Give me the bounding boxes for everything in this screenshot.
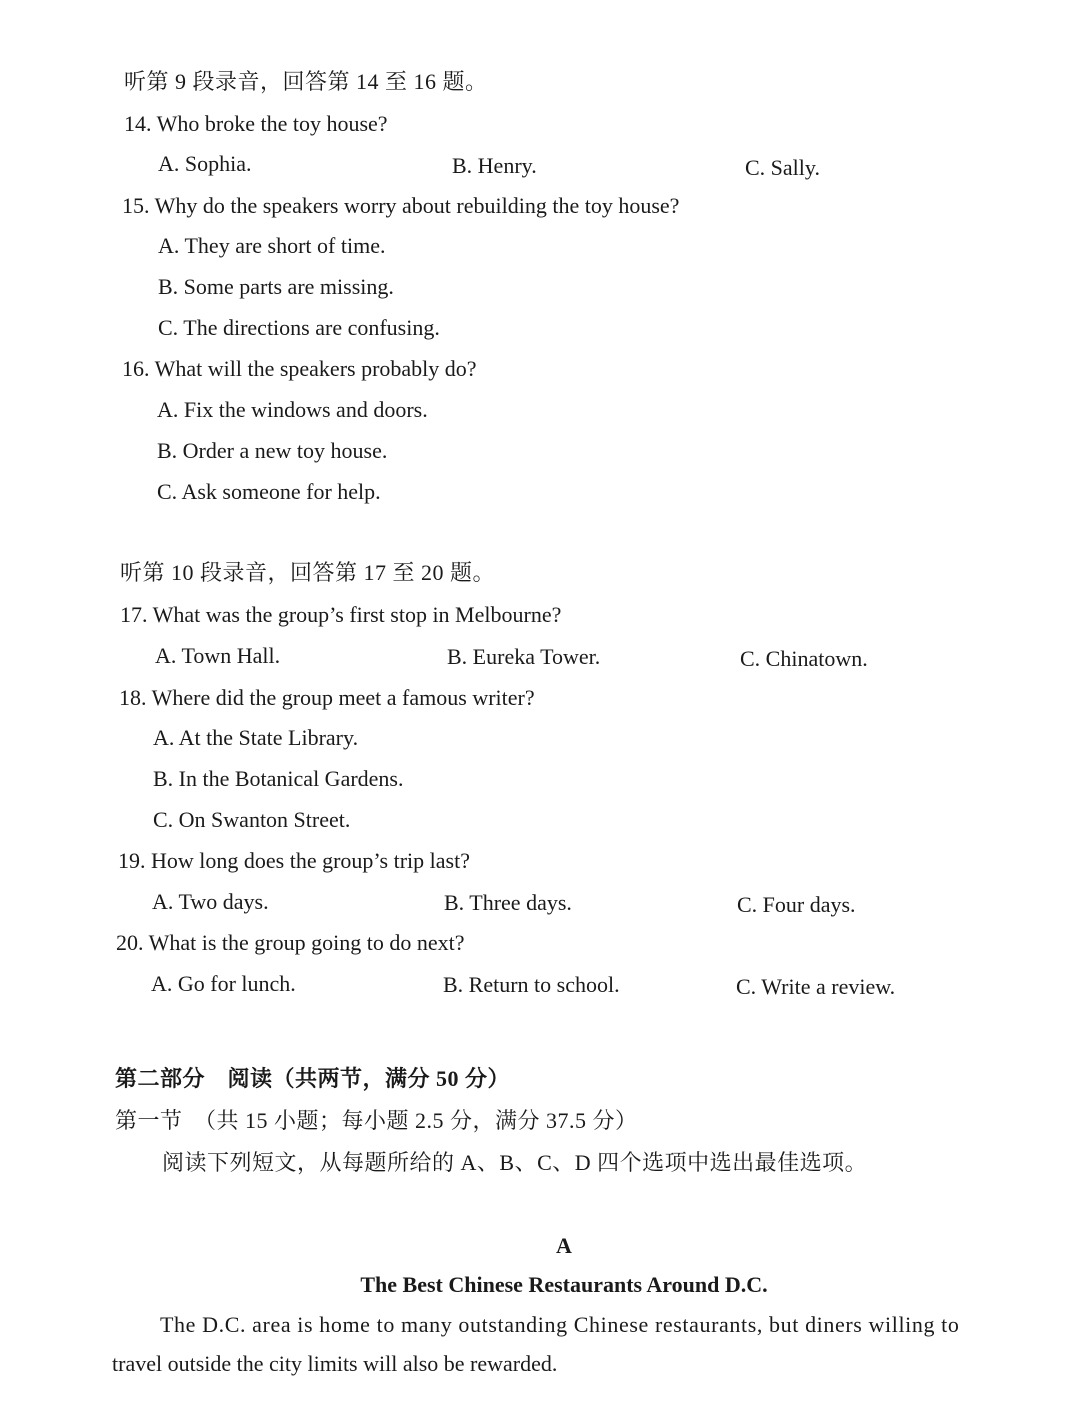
q17-stem: 17. What was the group’s first stop in Melbourne? [120, 602, 562, 627]
q17-option-b: B. Eureka Tower. [447, 644, 601, 669]
q19-option-b: B. Three days. [444, 890, 572, 915]
q17-option-c: C. Chinatown. [740, 646, 868, 671]
part2-instruction: 阅读下列短文，从每题所给的 A、B、C、D 四个选项中选出最佳选项。 [162, 1150, 868, 1175]
q16-option-a: A. Fix the windows and doors. [157, 397, 428, 422]
q20-stem: 20. What is the group going to do next? [116, 930, 465, 955]
passage-paragraph-line-2: travel outside the city limits will also be rewarded. [112, 1351, 558, 1376]
q20-option-b: B. Return to school. [443, 972, 620, 997]
q18-stem: 18. Where did the group meet a famous writer? [119, 685, 535, 710]
section10-header: 听第 10 段录音，回答第 17 至 20 题。 [120, 560, 496, 585]
part2-subtitle: 第一节 （共 15 小题；每小题 2.5 分，满分 37.5 分） [115, 1108, 638, 1133]
q14-stem: 14. Who broke the toy house? [124, 111, 388, 136]
q16-option-b: B. Order a new toy house. [157, 438, 388, 463]
q15-stem: 15. Why do the speakers worry about rebuilding the toy house? [122, 193, 680, 218]
q15-option-c: C. The directions are confusing. [158, 315, 440, 340]
q15-option-b: B. Some parts are missing. [158, 274, 394, 299]
q14-option-b: B. Henry. [452, 153, 537, 178]
passage-paragraph-line-1: The D.C. area is home to many outstanding Chinese restaurants, but diners willing to [160, 1312, 960, 1337]
q19-option-c: C. Four days. [737, 892, 856, 917]
q18-option-a: A. At the State Library. [153, 725, 359, 750]
q20-option-a: A. Go for lunch. [151, 971, 296, 996]
part2-title: 第二部分 阅读（共两节，满分 50 分） [115, 1066, 511, 1091]
passage-label: A [556, 1233, 572, 1258]
passage-title: The Best Chinese Restaurants Around D.C. [360, 1272, 768, 1297]
q14-option-a: A. Sophia. [158, 151, 252, 176]
q16-stem: 16. What will the speakers probably do? [122, 356, 477, 381]
q20-option-c: C. Write a review. [736, 974, 896, 999]
q15-option-a: A. They are short of time. [158, 233, 386, 258]
q19-option-a: A. Two days. [152, 889, 269, 914]
q18-option-c: C. On Swanton Street. [153, 807, 351, 832]
q17-option-a: A. Town Hall. [155, 643, 281, 668]
q18-option-b: B. In the Botanical Gardens. [153, 766, 404, 791]
section9-header: 听第 9 段录音，回答第 14 至 16 题。 [124, 69, 488, 94]
q19-stem: 19. How long does the group’s trip last? [118, 848, 470, 873]
q14-option-c: C. Sally. [745, 155, 820, 180]
q16-option-c: C. Ask someone for help. [157, 479, 381, 504]
